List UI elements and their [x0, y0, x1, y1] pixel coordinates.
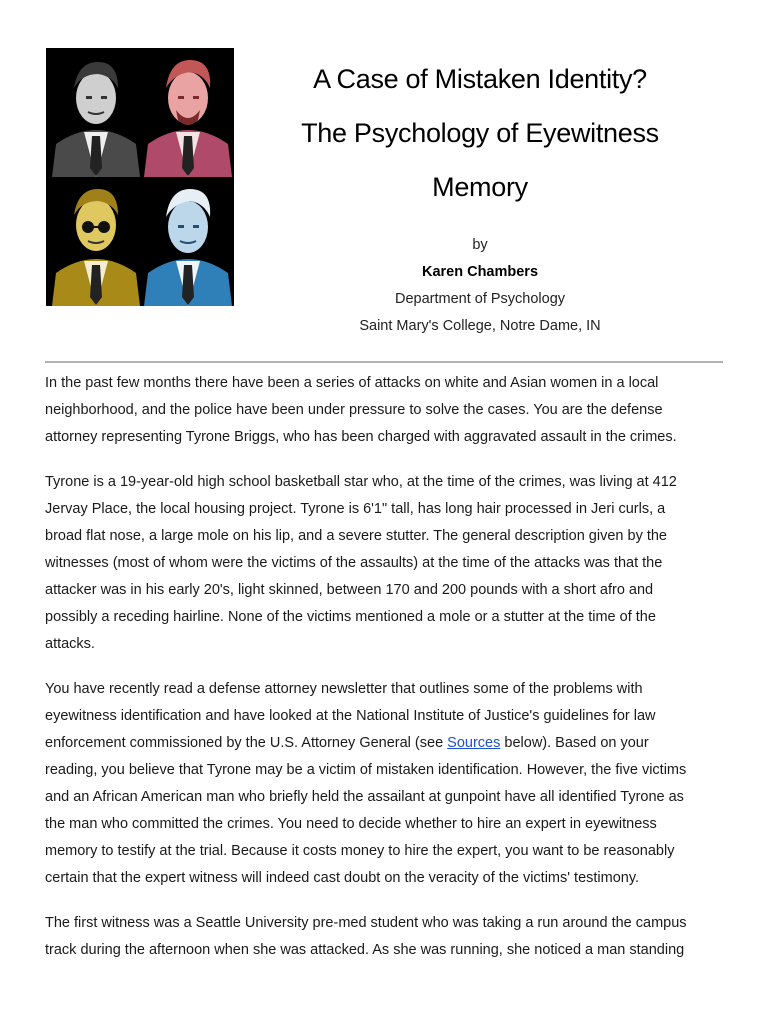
- portrait-blue-icon: [140, 177, 234, 306]
- paragraph-4-line-2: track during the afternoon when she was attacked. As she was running, she noticed a man standing: [45, 942, 685, 958]
- paragraph-3-line-3-after: below). Based on your: [500, 735, 649, 751]
- portrait-pink-icon: [140, 48, 234, 177]
- paragraph-2-line-5: attacker was in his early 20's, light skinned, between 170 and 200 pounds with a short afro and: [45, 582, 654, 598]
- paragraph-2-line-2: Jervay Place, the local housing project. Tyrone is 6'1" tall, has long hair processed in Jeri curls, a: [45, 501, 666, 517]
- paragraph-2-line-4: witnesses (most of whom were the victims of the assaults) at the time of the attacks was that the: [45, 555, 663, 571]
- portrait-blue: [140, 177, 234, 306]
- paragraph-2: [45, 469, 725, 658]
- paragraph-3-line-3: [45, 730, 725, 757]
- paragraph-1-line-1: In the past few months there have been a series of attacks on white and Asian women in a local: [45, 375, 659, 391]
- byline-department: Department of Psychology: [394, 291, 566, 307]
- paragraph-4: [45, 910, 725, 964]
- portrait-pink: [140, 48, 234, 177]
- paragraph-2-line-1: Tyrone is a 19-year-old high school basketball star who, at the time of the crimes, was living at 412: [45, 474, 677, 490]
- portrait-yellow-icon: [46, 177, 140, 306]
- paragraph-4-line-1: The first witness was a Seattle University pre-med student who was taking a run around the campus: [45, 915, 687, 931]
- byline: [240, 232, 720, 340]
- paragraph-3: [45, 676, 725, 892]
- paragraph-2-line-3: broad flat nose, a large mole on his lip, and a severe stutter. The general description given by the: [45, 528, 667, 544]
- article-body: [45, 370, 725, 982]
- title-line-3: Memory: [432, 172, 528, 202]
- paragraph-3-line-8: certain that the expert witness will indeed cast doubt on the veracity of the victims' testimony.: [45, 870, 640, 886]
- paragraph-3-line-4: reading, you believe that Tyrone may be a victim of mistaken identification. However, the five victims: [45, 762, 687, 778]
- portrait-gray: [46, 48, 140, 177]
- sources-link[interactable]: Sources: [447, 735, 501, 751]
- byline-author: Karen Chambers: [421, 264, 539, 280]
- paragraph-3-line-6: the man who committed the crimes. You need to decide whether to hire an expert in eyewitness: [45, 816, 657, 832]
- title-line-1: A Case of Mistaken Identity?: [313, 64, 647, 94]
- paragraph-2-line-7: attacks.: [45, 636, 95, 652]
- paragraph-2-line-6: possibly a receding hairline. None of the victims mentioned a mole or a stutter at the time of the: [45, 609, 656, 625]
- paragraph-3-line-2: eyewitness identification and have looked at the National Institute of Justice's guidelines for law: [45, 708, 656, 724]
- title-line-2: The Psychology of Eyewitness: [301, 118, 659, 148]
- paragraph-1: [45, 370, 725, 451]
- byline-institution: Saint Mary's College, Notre Dame, IN: [359, 318, 601, 334]
- paragraph-3-line-1: You have recently read a defense attorney newsletter that outlines some of the problems with: [45, 681, 643, 697]
- paragraph-1-line-2: neighborhood, and the police have been under pressure to solve the cases. You are the defense: [45, 402, 663, 418]
- paragraph-3-line-3-text: enforcement commissioned by the U.S. Attorney General (see: [45, 735, 448, 751]
- article-header: [0, 0, 768, 345]
- portrait-grid-image: [46, 48, 234, 306]
- horizontal-divider: [45, 361, 723, 363]
- article-title: [240, 52, 720, 214]
- portrait-gray-icon: [46, 48, 140, 177]
- paragraph-3-line-7: memory to testify at the trial. Because it costs money to hire the expert, you want to be reasonably: [45, 843, 675, 859]
- byline-by: by: [472, 237, 488, 253]
- paragraph-3-line-5: and an African American man who briefly held the assailant at gunpoint have all identified Tyrone as: [45, 789, 684, 805]
- portrait-yellow: [46, 177, 140, 306]
- paragraph-1-line-3: attorney representing Tyrone Briggs, who has been charged with aggravated assault in the crimes.: [45, 429, 677, 445]
